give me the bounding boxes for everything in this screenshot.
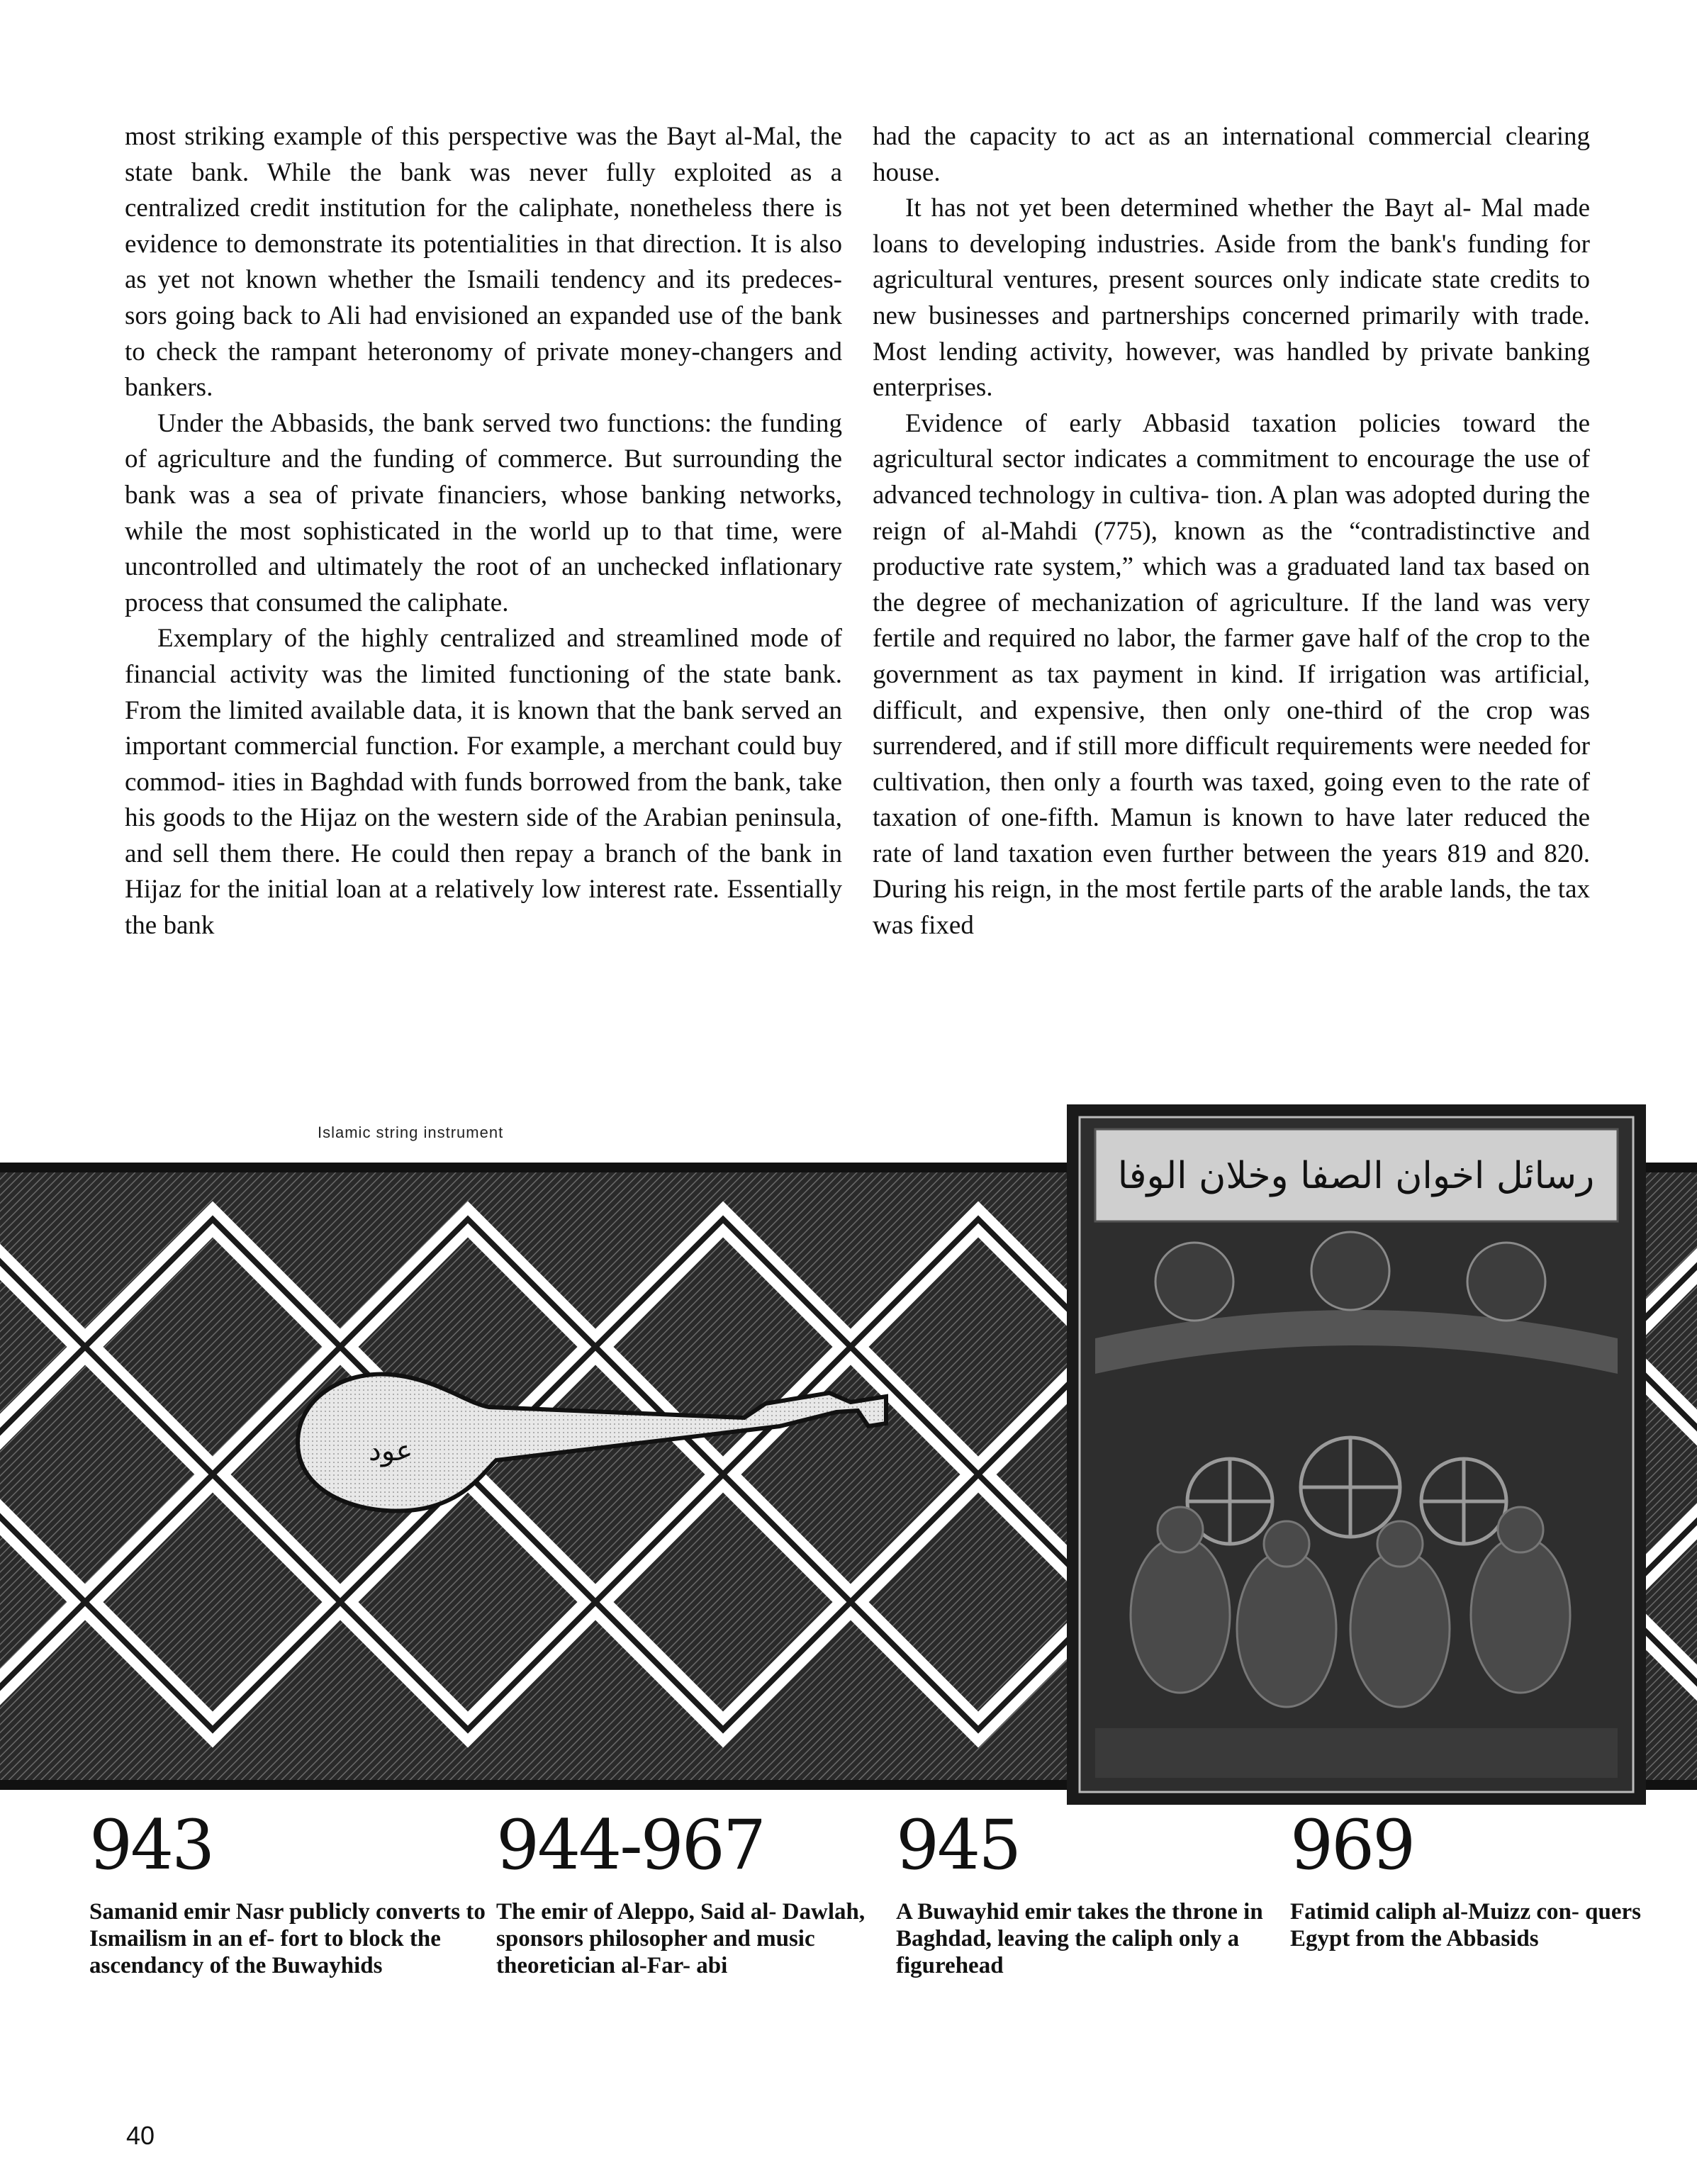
paragraph: It has not yet been determined whether the Bayt al- Mal made loans to developing industries. Aside from the bank's funding for agricultural ventures, present sources only indicate state credits to new businesses and partnerships concerned primarily with trade. Most lending activity, however, was handled by private banking enterprises. [873,194,1590,403]
instrument-inscription: عود [369,1435,413,1467]
paragraph: had the capacity to act as an international commercial clearing house. [873,122,1590,187]
page-number: 40 [126,2121,155,2150]
manuscript-title: رسائل اخوان الصفا وخلان الوفا [1117,1155,1595,1197]
timeline-year: 969 [1290,1805,1414,1885]
paragraph: most striking example of this perspective was the Bayt al-Mal, the state bank. While the bank was never fully exploited as a centralized credit institution for the caliphate, nonetheless there is evidence to demonstrate its potentialities in that direction. It is also as yet not known whether the Ismaili tendency and its predeces- sors going back to Ali had envisioned an expanded use of the bank to check the rampant heteronomy of private money-changers and bankers. [125,122,842,403]
timeline-year: 945 [896,1805,1020,1885]
article-right-column [873,119,1590,944]
timeline-event: A Buwayhid emir takes the throne in Baghdad, leaving the caliph only a figurehead [896,1899,1263,1978]
timeline-event: Samanid emir Nasr publicly converts to Ismailism in an ef- fort to block the ascendancy of the Buwayhids [89,1899,486,1978]
timeline-year: 943 [89,1805,213,1885]
manuscript-illustration [1067,1104,1646,1805]
article-left-column [125,119,842,944]
paragraph: Under the Abbasids, the bank served two functions: the funding of agriculture and the funding of commerce. But surrounding the bank was a sea of private financiers, whose banking networks, while the most sophisticated in the world up to that time, were uncontrolled and ultimately the root of an unchecked inflationary process that consumed the caliphate. [125,408,842,617]
paragraph: Evidence of early Abbasid taxation policies toward the agricultural sector indicates a commitment to encourage the use of advanced technology in cultiva- tion. A plan was adopted during the reign of al-Mahdi (775), known as the “contradistinctive and productive rate system,” which was a graduated land tax based on the degree of mechanization of agriculture. If the land was very fertile and required no labor, the farmer gave half of the crop to the government as tax payment in kind. If irrigation was artificial, difficult, and expensive, then only one-third of the crop was surrendered, and if still more difficult requirements were needed for cultivation, then only a fourth was taxed, going even to the rate of taxation of one-fifth. Mamun is known to have later reduced the rate of land taxation even further between the years 819 and 820. During his reign, in the most fertile parts of the arable lands, the tax was fixed [873,408,1590,941]
timeline-event: The emir of Aleppo, Said al- Dawlah, sponsors philosopher and music theoretician al-Far- abi [496,1899,866,1978]
timeline-year: 944-967 [496,1805,764,1885]
paragraph: Exemplary of the highly centralized and streamlined mode of financial activity was the limited functioning of the state bank. From the limited available data, it is known that the bank served an important commercial function. For example, a merchant could buy commod- ities in Baghdad with funds borrowed from the bank, take his goods to the Hijaz on the western side of the Arabian peninsula, and sell them there. He could then repay a branch of the bank in Hijaz for the initial loan at a relatively low interest rate. Essentially the bank [125,624,842,941]
illustration-caption: Islamic string instrument [318,1124,504,1141]
timeline-event: Fatimid caliph al-Muizz con- quers Egypt from the Abbasids [1290,1899,1641,1951]
